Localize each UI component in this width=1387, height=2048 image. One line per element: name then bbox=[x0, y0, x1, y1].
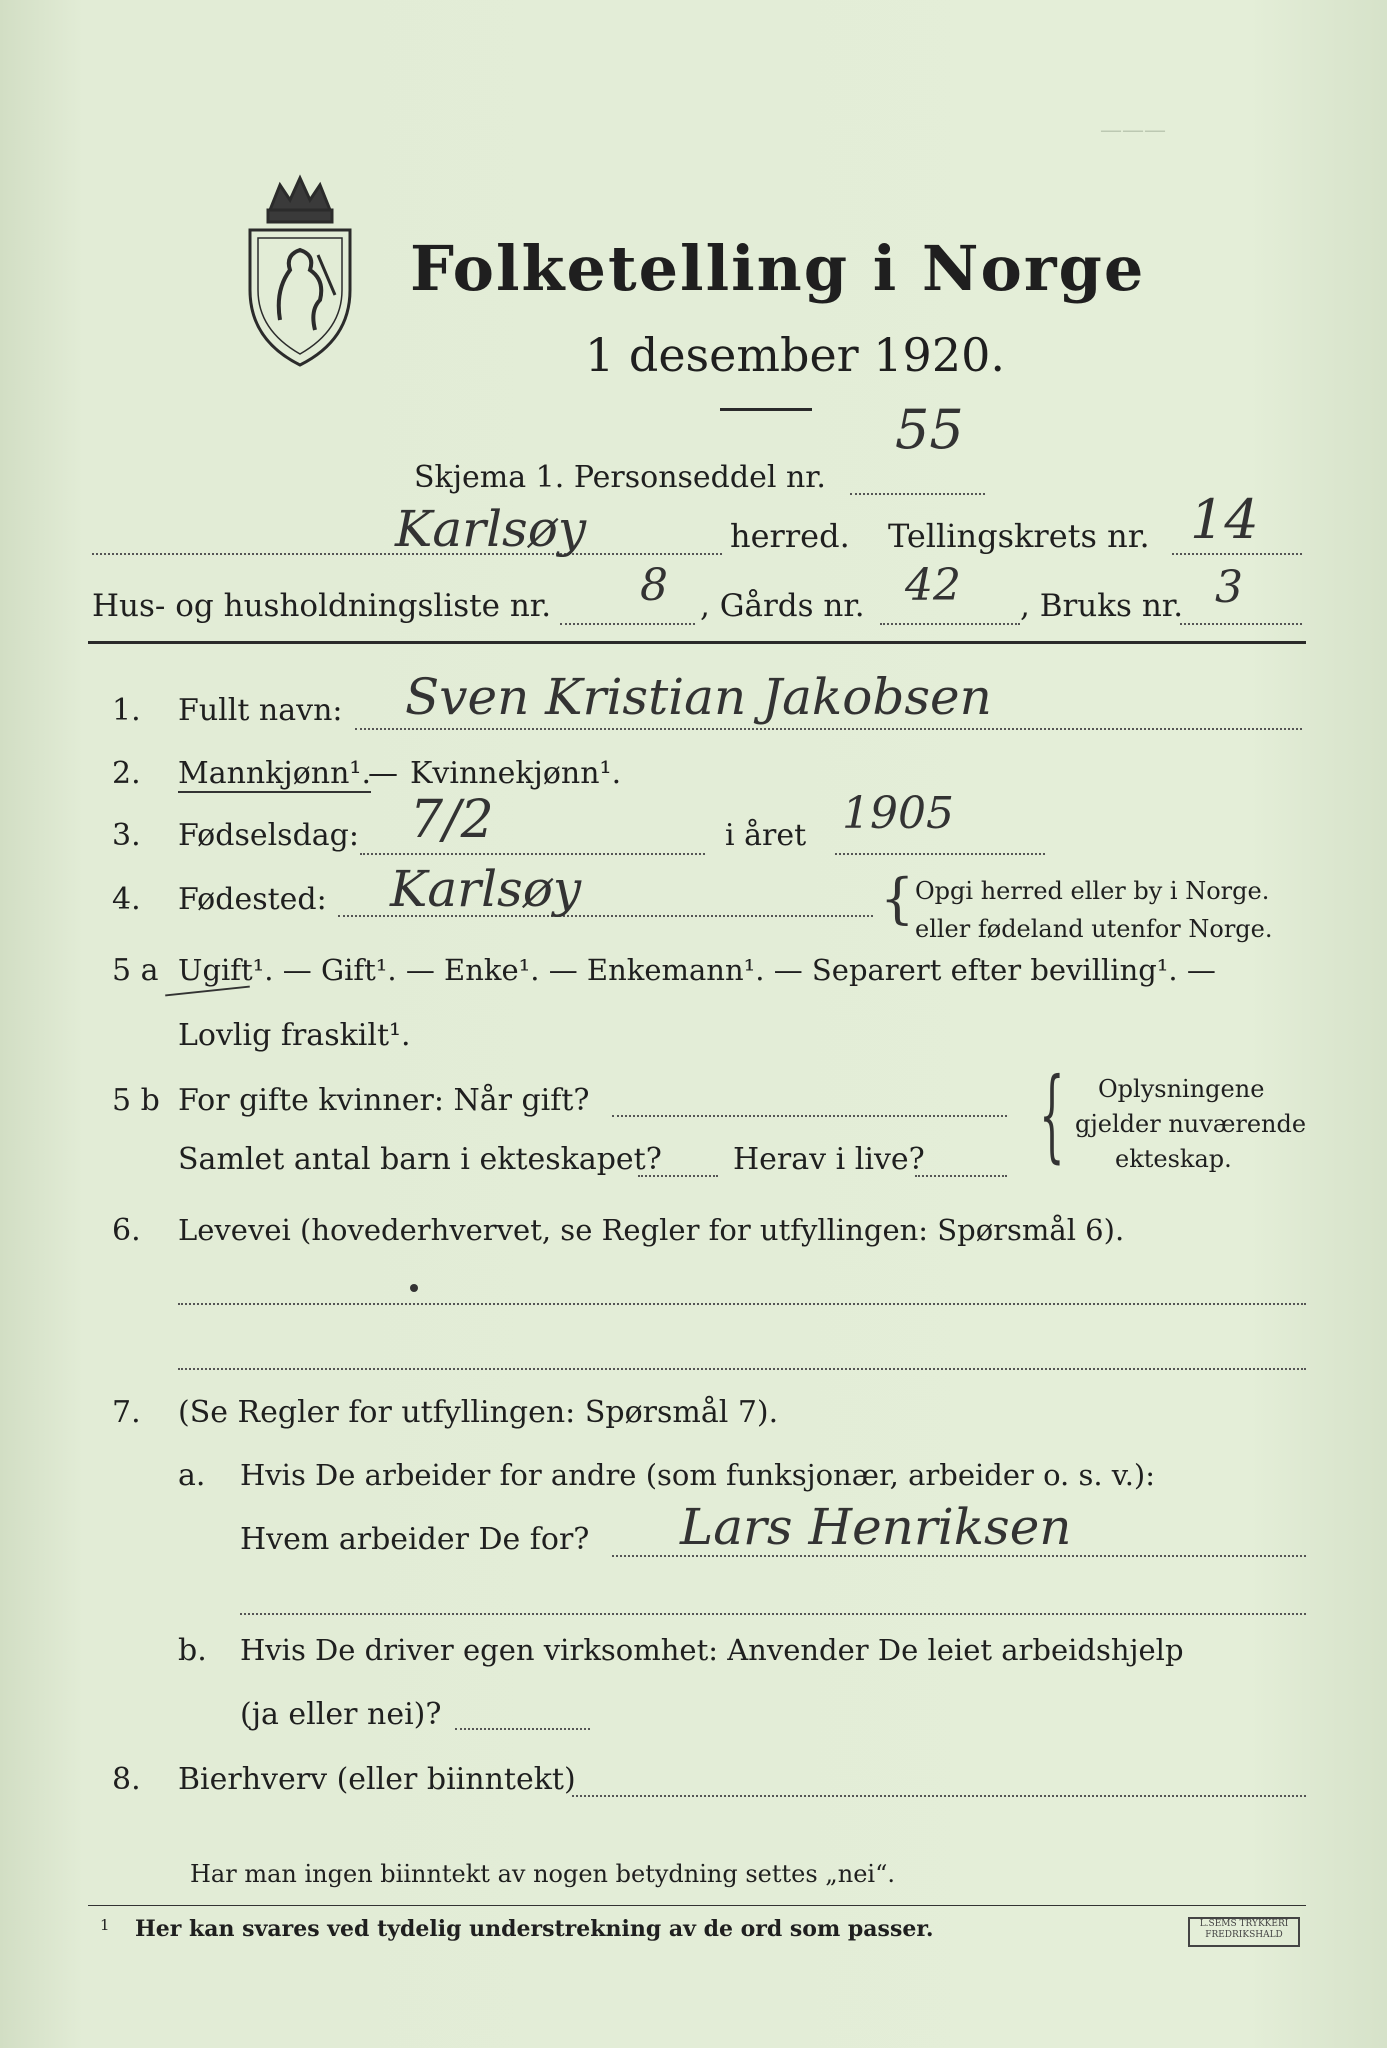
q7a-letter: a. bbox=[178, 1458, 206, 1493]
q3-number: 3. bbox=[112, 818, 141, 853]
gards-label: , Gårds nr. bbox=[700, 588, 865, 624]
tellingskrets-label: Tellingskrets nr. bbox=[888, 517, 1150, 555]
q7-number: 7. bbox=[112, 1395, 141, 1430]
q5b-brace: { bbox=[1039, 1056, 1065, 1173]
gards-dotline bbox=[880, 623, 1020, 625]
employer-value: Lars Henriksen bbox=[680, 1498, 1072, 1556]
form-title: Folketelling i Norge bbox=[410, 232, 1146, 305]
male-option: Mannkjønn¹. bbox=[178, 756, 371, 791]
bruks-value: 3 bbox=[1215, 562, 1243, 613]
female-option: Kvinnekjønn¹. bbox=[410, 756, 622, 791]
year-label: i året bbox=[725, 818, 807, 853]
q5b-dotline-3 bbox=[915, 1175, 1007, 1177]
q4-number: 4. bbox=[112, 882, 141, 917]
ink-spot bbox=[410, 1284, 418, 1292]
bleed-through-text: ——— bbox=[1100, 118, 1166, 143]
q7-label: (Se Regler for utfyllingen: Spørsmål 7). bbox=[178, 1395, 779, 1430]
bruks-dotline bbox=[1180, 623, 1302, 625]
q1-number: 1. bbox=[112, 693, 141, 728]
footer-note: Har man ingen biinntekt av nogen betydning settes „nei“. bbox=[190, 1860, 895, 1888]
herred-value: Karlsøy bbox=[395, 500, 587, 558]
tellingskrets-value: 14 bbox=[1190, 488, 1259, 551]
herred-label: herred. bbox=[730, 517, 850, 555]
q7a-dotline-2 bbox=[240, 1613, 1306, 1615]
q1-dotline bbox=[355, 728, 1302, 730]
q8-label: Bierhverv (eller biinntekt) bbox=[178, 1762, 576, 1797]
tellingskrets-dotline bbox=[1172, 553, 1302, 555]
year-dotline bbox=[835, 853, 1045, 855]
q3-label: Fødselsdag: bbox=[178, 818, 359, 853]
q4-label: Fødested: bbox=[178, 882, 327, 917]
q7a-line1: Hvis De arbeider for andre (som funksjonær, arbeider o. s. v.): bbox=[240, 1458, 1156, 1492]
skjema-label: Skjema 1. Personseddel nr. bbox=[414, 460, 826, 495]
q5b-dotline-1 bbox=[612, 1115, 1007, 1117]
full-name-value: Sven Kristian Jakobsen bbox=[405, 668, 992, 726]
printer-stamp: L.SEMS TRYKKERI FREDRIKSHALD bbox=[1188, 1917, 1300, 1947]
q3-dotline bbox=[360, 853, 705, 855]
marital-status-options: Ugift¹. — Gift¹. — Enke¹. — Enkemann¹. — Separert efter bevilling¹. — bbox=[178, 953, 1216, 987]
q5b-married-when: For gifte kvinner: Når gift? bbox=[178, 1083, 590, 1118]
q5b-note-line1: Oplysningene bbox=[1098, 1075, 1265, 1103]
footnote-text: Her kan svares ved tydelig understrekning av de ord som passer. bbox=[135, 1916, 934, 1942]
coat-of-arms-emblem bbox=[240, 170, 360, 370]
q7b-line1: Hvis De driver egen virksomhet: Anvender De leiet arbeidshjelp bbox=[240, 1633, 1184, 1667]
husholdningsliste-value: 8 bbox=[640, 560, 668, 611]
birthplace-value: Karlsøy bbox=[390, 860, 582, 918]
q5b-note-line3: ekteskap. bbox=[1115, 1145, 1232, 1173]
q8-number: 8. bbox=[112, 1762, 141, 1797]
q6-number: 6. bbox=[112, 1213, 141, 1248]
q1-label: Fullt navn: bbox=[178, 693, 343, 728]
q5b-alive-label: Herav i live? bbox=[733, 1142, 925, 1177]
q4-note-line2: eller fødeland utenfor Norge. bbox=[915, 915, 1273, 943]
q6-label: Levevei (hovederhvervet, se Regler for utfyllingen: Spørsmål 6). bbox=[178, 1213, 1125, 1247]
q7b-line2: (ja eller nei)? bbox=[240, 1697, 442, 1732]
birth-year-value: 1905 bbox=[842, 788, 954, 839]
q6-dotline-2 bbox=[178, 1368, 1306, 1370]
skjema-dotline bbox=[850, 493, 985, 495]
q5b-children-count: Samlet antal barn i ekteskapet? bbox=[178, 1142, 662, 1177]
footer-rule bbox=[88, 1905, 1306, 1906]
q7a-line2: Hvem arbeider De for? bbox=[240, 1522, 590, 1557]
title-divider bbox=[720, 408, 812, 411]
q4-brace: { bbox=[880, 867, 915, 930]
birth-date-value: 7/2 bbox=[410, 790, 494, 850]
q5b-number: 5 b bbox=[112, 1083, 160, 1118]
q6-dotline-1 bbox=[178, 1303, 1306, 1305]
q8-dotline bbox=[572, 1795, 1306, 1797]
q2-separator: — bbox=[368, 756, 398, 791]
husholdningsliste-label: Hus- og husholdningsliste nr. bbox=[92, 588, 552, 624]
q5a-number: 5 a bbox=[112, 953, 159, 988]
q5b-dotline-2 bbox=[638, 1175, 718, 1177]
skjema-value: 55 bbox=[895, 398, 964, 461]
q5b-note-line2: gjelder nuværende bbox=[1075, 1110, 1307, 1138]
q7b-dotline bbox=[455, 1728, 590, 1730]
census-date: 1 desember 1920. bbox=[585, 328, 1005, 382]
q7b-letter: b. bbox=[178, 1633, 207, 1668]
husholdningsliste-dotline bbox=[560, 623, 695, 625]
q2-number: 2. bbox=[112, 756, 141, 791]
marital-status-options-line2: Lovlig fraskilt¹. bbox=[178, 1018, 411, 1053]
gards-value: 42 bbox=[905, 560, 961, 611]
bruks-label: , Bruks nr. bbox=[1020, 588, 1184, 624]
footnote-mark: 1 bbox=[100, 1916, 110, 1934]
q4-note-line1: Opgi herred eller by i Norge. bbox=[915, 877, 1270, 905]
header-rule bbox=[88, 641, 1306, 644]
